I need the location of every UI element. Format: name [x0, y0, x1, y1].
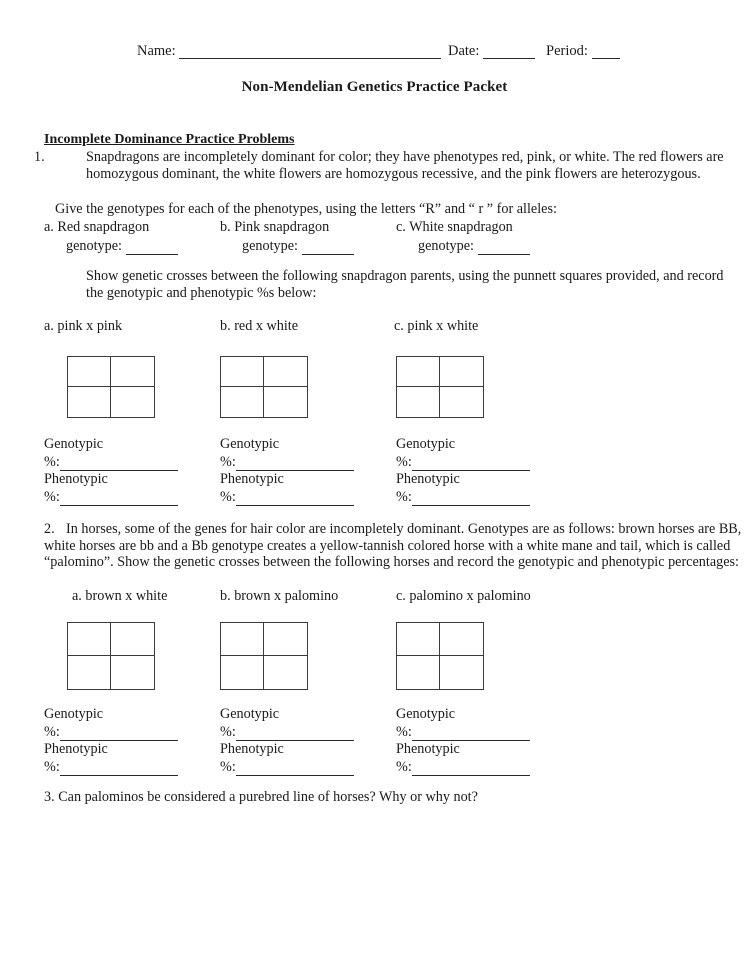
cross-2a-text: brown x white: [85, 588, 168, 604]
percent-label: %:: [44, 453, 60, 470]
punnett-cell[interactable]: [221, 656, 264, 689]
cross-2c-text: palomino x palomino: [409, 588, 531, 604]
phenotypic-percent-group: [396, 759, 530, 777]
cross-1c-letter: c.: [394, 318, 404, 334]
genotypic-percent-input-line[interactable]: [412, 457, 530, 471]
percent-label: %:: [44, 758, 60, 775]
cross-label-2c: [396, 588, 531, 605]
phenotype-item-b: [220, 219, 354, 255]
phenotypic-percent-group: [220, 759, 354, 777]
punnett-cell[interactable]: [68, 387, 111, 417]
cross-1a-letter: a.: [44, 318, 54, 334]
cross-2b-letter: b.: [220, 588, 231, 604]
genotypic-percent-group: [44, 454, 178, 472]
phenotype-c-genotype-input-line[interactable]: [478, 241, 530, 255]
cross-1a-text: pink x pink: [57, 318, 123, 334]
percent-label: %:: [44, 723, 60, 740]
cross-label-1a: [44, 318, 122, 335]
percent-label: %:: [396, 453, 412, 470]
genotypic-label: Genotypic: [396, 706, 456, 722]
genotypic-label: Genotypic: [396, 436, 456, 452]
show-crosses-instruction: Show genetic crosses between the following snapdragon parents, using the punnett squares provided, and record the genotypic and phenotypic %s below:: [86, 268, 724, 301]
phenotype-c-letter: c.: [396, 219, 406, 235]
phenotype-b-genotype-group: [220, 238, 354, 255]
genotypic-percent-group: [220, 724, 354, 742]
phenotypic-label: Phenotypic: [44, 471, 108, 487]
phenotypic-percent-input-line[interactable]: [60, 492, 178, 506]
phenotype-b-genotype-label: genotype:: [242, 238, 298, 254]
punnett-cell[interactable]: [440, 623, 483, 656]
genotypic-percent-input-line[interactable]: [236, 727, 354, 741]
phenotypic-percent-group: [44, 489, 178, 507]
date-label: Date:: [448, 43, 480, 60]
name-input-line[interactable]: [179, 44, 441, 59]
percent-label: %:: [220, 723, 236, 740]
date-field-group: [448, 44, 535, 59]
punnett-cell[interactable]: [397, 357, 440, 387]
percent-label: %:: [220, 758, 236, 775]
phenotypic-percent-input-line[interactable]: [412, 492, 530, 506]
phenotype-c-name: White snapdragon: [409, 219, 513, 235]
punnett-square-2c[interactable]: [396, 622, 484, 690]
phenotypic-label: Phenotypic: [220, 741, 284, 757]
question-1-text: Snapdragons are incompletely dominant for color; they have phenotypes red, pink, or white. The red flowers are homozygous dominant, the white flowers are homozygous recessive, and the pink flowers are heterozygous.: [86, 149, 724, 182]
phenotypic-percent-input-line[interactable]: [60, 762, 178, 776]
cross-2c-letter: c.: [396, 588, 406, 604]
phenotype-a-name: Red snapdragon: [57, 219, 150, 235]
punnett-square-2a[interactable]: [67, 622, 155, 690]
genotypic-label: Genotypic: [44, 706, 104, 722]
phenotype-c-genotype-label: genotype:: [418, 238, 474, 254]
cross-label-2b: [220, 588, 338, 605]
phenotype-a-genotype-group: [44, 238, 178, 255]
punnett-cell[interactable]: [111, 623, 154, 656]
phenotype-item-c: [396, 219, 530, 255]
name-field-group: [137, 44, 441, 59]
result-block-2a: [44, 706, 178, 776]
genotypic-label: Genotypic: [44, 436, 104, 452]
genotypic-percent-group: [396, 454, 530, 472]
punnett-cell[interactable]: [221, 387, 264, 417]
cross-label-1b: [220, 318, 298, 335]
cross-label-2a: [72, 588, 167, 605]
phenotypic-percent-input-line[interactable]: [236, 492, 354, 506]
genotypic-label: Genotypic: [220, 706, 280, 722]
genotypic-percent-input-line[interactable]: [236, 457, 354, 471]
period-field-group: [546, 44, 620, 59]
punnett-cell[interactable]: [68, 656, 111, 689]
phenotypic-label: Phenotypic: [44, 741, 108, 757]
genotypic-percent-input-line[interactable]: [60, 727, 178, 741]
cross-1b-text: red x white: [234, 318, 299, 334]
punnett-cell[interactable]: [264, 357, 307, 387]
period-input-line[interactable]: [592, 44, 620, 59]
question-2: [44, 521, 744, 571]
question-1-number: 1.: [34, 149, 45, 165]
genotypic-percent-group: [44, 724, 178, 742]
cross-1c-text: pink x white: [407, 318, 479, 334]
punnett-cell[interactable]: [68, 357, 111, 387]
punnett-cell[interactable]: [397, 623, 440, 656]
punnett-cell[interactable]: [68, 623, 111, 656]
phenotype-c-genotype-group: [396, 238, 530, 255]
punnett-cell[interactable]: [264, 623, 307, 656]
genotype-instruction: Give the genotypes for each of the phenotypes, using the letters “R” and “ r ” for alleles:: [55, 201, 557, 217]
phenotypic-percent-input-line[interactable]: [236, 762, 354, 776]
punnett-cell[interactable]: [111, 387, 154, 417]
punnett-square-1a[interactable]: [67, 356, 155, 418]
question-1: [34, 149, 749, 182]
genotypic-percent-input-line[interactable]: [412, 727, 530, 741]
percent-label: %:: [220, 488, 236, 505]
punnett-cell[interactable]: [397, 387, 440, 417]
section-heading: Incomplete Dominance Practice Problems: [44, 132, 295, 147]
percent-label: %:: [220, 453, 236, 470]
page-title: Non-Mendelian Genetics Practice Packet: [241, 79, 508, 95]
punnett-cell[interactable]: [440, 357, 483, 387]
percent-label: %:: [396, 723, 412, 740]
punnett-cell[interactable]: [111, 656, 154, 689]
punnett-cell[interactable]: [440, 656, 483, 689]
cross-1b-letter: b.: [220, 318, 231, 334]
question-3-text: Can palominos be considered a purebred line of horses? Why or why not?: [58, 789, 478, 805]
phenotype-b-letter: b.: [220, 219, 231, 235]
question-3-number: 3.: [44, 789, 55, 805]
date-input-line[interactable]: [483, 44, 535, 59]
punnett-square-1b[interactable]: [220, 356, 308, 418]
result-block-2c: [396, 706, 530, 776]
genotypic-percent-group: [220, 454, 354, 472]
phenotypic-percent-group: [44, 759, 178, 777]
cross-label-1c: [394, 318, 478, 335]
percent-label: %:: [396, 758, 412, 775]
phenotypic-label: Phenotypic: [396, 741, 460, 757]
genotypic-label: Genotypic: [220, 436, 280, 452]
phenotypic-percent-input-line[interactable]: [412, 762, 530, 776]
punnett-cell[interactable]: [397, 656, 440, 689]
phenotypic-label: Phenotypic: [220, 471, 284, 487]
punnett-square-1c[interactable]: [396, 356, 484, 418]
period-label: Period:: [546, 43, 588, 60]
cross-2b-text: brown x palomino: [234, 588, 339, 604]
phenotype-a-genotype-input-line[interactable]: [126, 241, 178, 255]
result-block-1a: [44, 436, 178, 506]
punnett-cell[interactable]: [440, 387, 483, 417]
cross-2a-letter: a.: [72, 588, 82, 604]
punnett-cell[interactable]: [264, 656, 307, 689]
phenotypic-percent-group: [396, 489, 530, 507]
phenotype-item-a: [44, 219, 178, 255]
punnett-cell[interactable]: [221, 623, 264, 656]
phenotype-a-genotype-label: genotype:: [66, 238, 122, 254]
percent-label: %:: [44, 488, 60, 505]
question-2-number: 2.: [44, 521, 55, 537]
name-label: Name:: [137, 43, 176, 60]
question-2-text: In horses, some of the genes for hair color are incompletely dominant. Genotypes are as follows: brown horses are BB, white horses are bb and a Bb genotype creates a yellow-tannish colored horse with a white mane and tail, which is called “palomino”. Show the genetic crosses between the following horses and record the genotypic and phenotypic percentages:: [44, 521, 742, 570]
punnett-cell[interactable]: [221, 357, 264, 387]
result-block-2b: [220, 706, 354, 776]
phenotype-b-name: Pink snapdragon: [234, 219, 330, 235]
punnett-cell[interactable]: [111, 357, 154, 387]
phenotypic-label: Phenotypic: [396, 471, 460, 487]
genotypic-percent-group: [396, 724, 530, 742]
punnett-square-2b[interactable]: [220, 622, 308, 690]
phenotypic-percent-group: [220, 489, 354, 507]
result-block-1c: [396, 436, 530, 506]
phenotype-b-genotype-input-line[interactable]: [302, 241, 354, 255]
result-block-1b: [220, 436, 354, 506]
genotypic-percent-input-line[interactable]: [60, 457, 178, 471]
punnett-cell[interactable]: [264, 387, 307, 417]
percent-label: %:: [396, 488, 412, 505]
question-3: [44, 789, 478, 806]
phenotype-a-letter: a.: [44, 219, 54, 235]
